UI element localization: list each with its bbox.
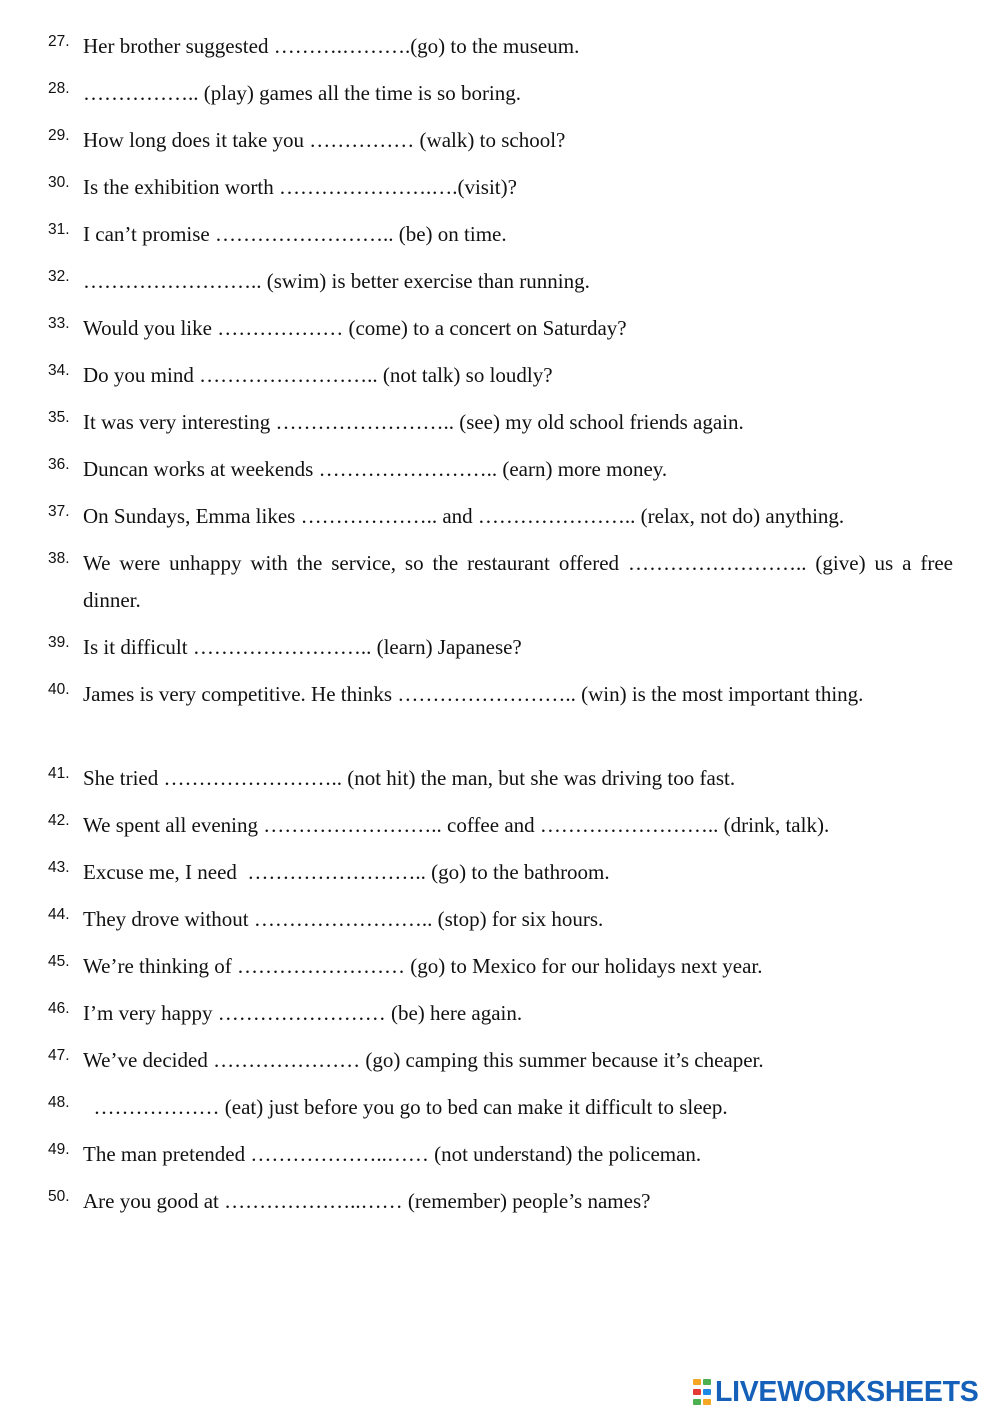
exercise-item-46 <box>48 995 953 1032</box>
item-number: 31. <box>48 221 70 238</box>
exercise-item-45 <box>48 948 953 985</box>
item-number: 44. <box>48 906 70 923</box>
item-sentence: They drove without …………………….. (stop) for six hours. <box>83 907 604 931</box>
exercise-item-49 <box>48 1136 953 1173</box>
item-number: 42. <box>48 812 70 829</box>
item-number: 39. <box>48 634 70 651</box>
item-number: 30. <box>48 174 70 191</box>
item-sentence: Do you mind …………………….. (not talk) so loudly? <box>83 363 553 387</box>
liveworksheets-logo <box>693 1374 978 1410</box>
item-number: 40. <box>48 681 70 698</box>
item-number: 45. <box>48 953 70 970</box>
item-sentence: …………………….. (swim) is better exercise than running. <box>83 269 590 293</box>
exercise-item-27 <box>48 28 953 65</box>
exercise-item-44 <box>48 901 953 938</box>
item-number: 38. <box>48 550 70 567</box>
exercise-item-28 <box>48 75 953 112</box>
item-sentence: I can’t promise …………………….. (be) on time. <box>83 222 507 246</box>
item-sentence: Her brother suggested ……….……….(go) to the museum. <box>83 34 580 58</box>
exercise-item-38 <box>48 545 959 619</box>
item-number: 27. <box>48 33 70 50</box>
item-sentence: It was very interesting …………………….. (see) my old school friends again. <box>83 410 744 434</box>
item-number: 50. <box>48 1188 70 1205</box>
item-number: 47. <box>48 1047 70 1064</box>
item-sentence: On Sundays, Emma likes ……………….. and ………………….. (relax, not do) anything. <box>83 504 845 528</box>
item-sentence: We were unhappy with the service, so the restaurant offered …………………….. (give) us a free dinner. <box>83 551 959 612</box>
item-sentence: How long does it take you …………… (walk) to school? <box>83 128 566 152</box>
logo-wordmark: LIVEWORKSHEETS <box>715 1375 979 1408</box>
exercise-item-39 <box>48 629 953 666</box>
exercise-item-34 <box>48 357 953 394</box>
item-sentence: We spent all evening …………………….. coffee and …………………….. (drink, talk). <box>83 813 830 837</box>
item-number: 49. <box>48 1141 70 1158</box>
exercise-item-40 <box>48 676 953 713</box>
item-sentence: We’re thinking of …………………… (go) to Mexico for our holidays next year. <box>83 954 763 978</box>
item-sentence: Would you like ……………… (come) to a concert on Saturday? <box>83 316 627 340</box>
item-sentence: ……………… (eat) just before you go to bed can make it difficult to sleep. <box>83 1095 728 1119</box>
exercise-item-29 <box>48 122 953 159</box>
exercise-item-36 <box>48 451 953 488</box>
item-number: 43. <box>48 859 70 876</box>
item-number: 28. <box>48 80 70 97</box>
exercise-item-43 <box>48 854 953 891</box>
exercise-item-41 <box>48 760 953 797</box>
exercise-item-47 <box>48 1042 953 1079</box>
exercise-item-32 <box>48 263 953 300</box>
item-number: 37. <box>48 503 70 520</box>
exercise-item-31 <box>48 216 953 253</box>
item-sentence: We’ve decided ………………… (go) camping this summer because it’s cheaper. <box>83 1048 764 1072</box>
item-sentence: James is very competitive. He thinks …………………….. (win) is the most important thing. <box>83 682 864 706</box>
exercise-item-35 <box>48 404 953 441</box>
logo-mark-icon <box>693 1379 712 1405</box>
item-number: 32. <box>48 268 70 285</box>
exercise-item-50 <box>48 1183 953 1220</box>
exercise-item-48 <box>48 1089 953 1126</box>
item-sentence: Are you good at ………………..…… (remember) people’s names? <box>83 1189 651 1213</box>
item-number: 35. <box>48 409 70 426</box>
item-number: 34. <box>48 362 70 379</box>
item-number: 33. <box>48 315 70 332</box>
item-number: 36. <box>48 456 70 473</box>
item-sentence: Is the exhibition worth ………………….….(visit)? <box>83 175 517 199</box>
item-number: 41. <box>48 765 70 782</box>
item-number: 48. <box>48 1094 70 1111</box>
exercise-item-30 <box>48 169 953 206</box>
item-sentence: Excuse me, I need …………………….. (go) to the bathroom. <box>83 860 610 884</box>
item-sentence: I’m very happy …………………… (be) here again. <box>83 1001 523 1025</box>
exercise-item-37 <box>48 498 953 535</box>
exercise-item-33 <box>48 310 953 347</box>
item-sentence: Is it difficult …………………….. (learn) Japanese? <box>83 635 522 659</box>
item-sentence: …………….. (play) games all the time is so boring. <box>83 81 522 105</box>
exercise-item-42 <box>48 807 953 844</box>
item-sentence: She tried …………………….. (not hit) the man, but she was driving too fast. <box>83 766 736 790</box>
item-number: 46. <box>48 1000 70 1017</box>
item-sentence: The man pretended ………………..…… (not understand) the policeman. <box>83 1142 702 1166</box>
item-sentence: Duncan works at weekends …………………….. (earn) more money. <box>83 457 668 481</box>
item-number: 29. <box>48 127 70 144</box>
